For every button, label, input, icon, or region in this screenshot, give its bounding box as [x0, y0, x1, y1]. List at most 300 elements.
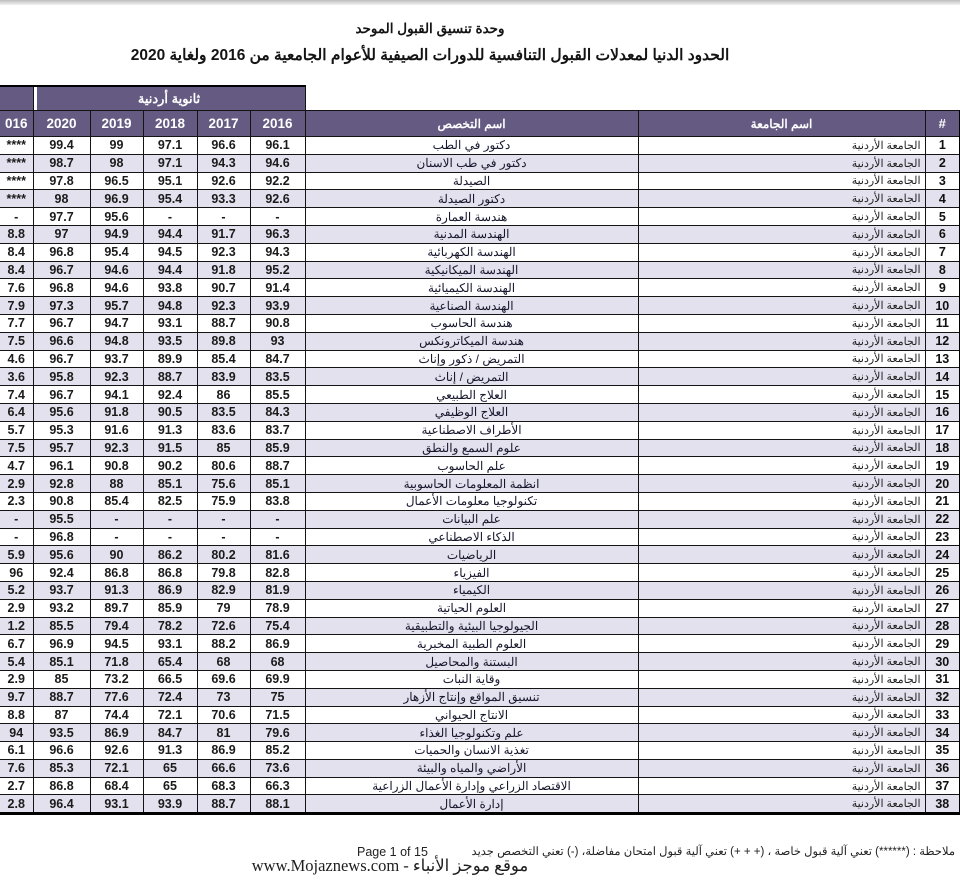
stub-grade-cell: 7.6: [0, 279, 33, 297]
watermark: موقع موجز الأنباء - www.Mojaznews.com: [251, 856, 529, 875]
table-row: [0, 190, 960, 208]
grade-2016-cell: 94.3: [250, 243, 305, 261]
stub-grade-cell: 8.4: [0, 261, 33, 279]
grade-2018-cell: 97.1: [143, 154, 197, 172]
row-index-cell: 10: [925, 297, 960, 315]
university-cell: الجامعة الأردنية: [638, 154, 925, 172]
university-cell: الجامعة الأردنية: [638, 368, 925, 386]
grade-2018-cell: 65: [143, 759, 197, 777]
specialty-cell: الانتاج الحيواني: [305, 706, 638, 724]
row-index-cell: 37: [925, 777, 960, 795]
stub-grade-cell: ****: [0, 172, 33, 190]
grade-2016-cell: 96.1: [250, 137, 305, 155]
grade-2020-cell: 93.5: [33, 724, 90, 742]
specialty-cell: هندسة الميكاترونكس: [305, 332, 638, 350]
grade-2020-cell: 97: [33, 225, 90, 243]
grade-2017-cell: 91.7: [197, 225, 250, 243]
grade-2016-cell: 93.9: [250, 297, 305, 315]
specialty-cell: العلاج الوظيفي: [305, 403, 638, 421]
stub-grade-cell: 4.6: [0, 350, 33, 368]
grade-2017-cell: 75.9: [197, 492, 250, 510]
stub-grade-cell: 6.7: [0, 635, 33, 653]
grade-2018-cell: 86.9: [143, 581, 197, 599]
page-subtitle: الحدود الدنيا لمعدلات القبول التنافسية للدورات الصيفية للأعوام الجامعية من 2016 ولغاية 2020: [130, 47, 730, 64]
grade-2018-cell: -: [143, 510, 197, 528]
table-row: [0, 386, 960, 404]
stub-grade-cell: 7.5: [0, 439, 33, 457]
table-row: [0, 475, 960, 493]
specialty-cell: هندسة الحاسوب: [305, 314, 638, 332]
grade-2016-cell: 69.9: [250, 670, 305, 688]
specialty-cell: الرياضيات: [305, 546, 638, 564]
university-cell: الجامعة الأردنية: [638, 546, 925, 564]
grade-2018-cell: 94.8: [143, 297, 197, 315]
stub-grade-cell: -: [0, 528, 33, 546]
col-header-2017: 2017: [197, 111, 250, 137]
table-row: [0, 332, 960, 350]
grade-2020-cell: 87: [33, 706, 90, 724]
grade-2017-cell: 70.6: [197, 706, 250, 724]
grade-2017-cell: 88.7: [197, 795, 250, 814]
grade-2018-cell: 82.5: [143, 492, 197, 510]
grade-2017-cell: 80.6: [197, 457, 250, 475]
grade-2016-cell: 90.8: [250, 314, 305, 332]
grade-2019-cell: 92.3: [90, 439, 143, 457]
table-row: [0, 421, 960, 439]
grade-2018-cell: 91.3: [143, 421, 197, 439]
specialty-cell: الهندسة الكهربائية: [305, 243, 638, 261]
row-index-cell: 9: [925, 279, 960, 297]
table-row: [0, 564, 960, 582]
grade-2019-cell: 77.6: [90, 688, 143, 706]
table-row: [0, 403, 960, 421]
scan-edge-artifact: [0, 0, 960, 5]
grade-2017-cell: 69.6: [197, 670, 250, 688]
grade-2016-cell: 75: [250, 688, 305, 706]
grade-2016-cell: 88.7: [250, 457, 305, 475]
grade-2016-cell: 79.6: [250, 724, 305, 742]
grade-2016-cell: 85.2: [250, 742, 305, 760]
grade-2017-cell: 83.9: [197, 368, 250, 386]
row-index-cell: 34: [925, 724, 960, 742]
grade-2017-cell: 85: [197, 439, 250, 457]
grade-2017-cell: 92.3: [197, 243, 250, 261]
grade-2017-cell: 94.3: [197, 154, 250, 172]
grade-2016-cell: -: [250, 528, 305, 546]
grade-2016-cell: 81.9: [250, 581, 305, 599]
grade-2019-cell: 92.3: [90, 368, 143, 386]
grade-2019-cell: 91.8: [90, 403, 143, 421]
grade-2020-cell: 97.7: [33, 208, 90, 226]
grade-2016-cell: 92.2: [250, 172, 305, 190]
grade-2017-cell: 79.8: [197, 564, 250, 582]
grade-2016-cell: 92.6: [250, 190, 305, 208]
grade-2020-cell: 96.8: [33, 243, 90, 261]
stub-grade-cell: 5.4: [0, 653, 33, 671]
band-stub-cut: [0, 86, 33, 111]
grade-2020-cell: 92.8: [33, 475, 90, 493]
specialty-cell: البستنة والمحاصيل: [305, 653, 638, 671]
specialty-cell: إدارة الأعمال: [305, 795, 638, 814]
row-index-cell: 4: [925, 190, 960, 208]
grade-2017-cell: 91.8: [197, 261, 250, 279]
grade-2019-cell: 94.6: [90, 279, 143, 297]
grade-2020-cell: 96.7: [33, 350, 90, 368]
stub-grade-cell: 8.4: [0, 243, 33, 261]
table-row: [0, 137, 960, 155]
grade-2019-cell: 94.7: [90, 314, 143, 332]
grade-2019-cell: 95.7: [90, 297, 143, 315]
grade-2019-cell: 93.7: [90, 350, 143, 368]
row-index-cell: 23: [925, 528, 960, 546]
grade-2020-cell: 85.1: [33, 653, 90, 671]
specialty-cell: الأطراف الاصطناعية: [305, 421, 638, 439]
row-index-cell: 25: [925, 564, 960, 582]
grade-2018-cell: 89.9: [143, 350, 197, 368]
table-row: [0, 653, 960, 671]
grade-2016-cell: 96.3: [250, 225, 305, 243]
page-number: Page 1 of 15: [357, 845, 428, 859]
grade-2020-cell: 99.4: [33, 137, 90, 155]
grade-2019-cell: 90: [90, 546, 143, 564]
grade-2018-cell: 85.1: [143, 475, 197, 493]
table-row: [0, 314, 960, 332]
stub-grade-cell: 5.2: [0, 581, 33, 599]
stub-grade-cell: 7.9: [0, 297, 33, 315]
table-row: [0, 439, 960, 457]
university-cell: الجامعة الأردنية: [638, 457, 925, 475]
grade-2016-cell: 95.2: [250, 261, 305, 279]
university-cell: الجامعة الأردنية: [638, 261, 925, 279]
specialty-cell: دكتور الصيدلة: [305, 190, 638, 208]
table-row: [0, 457, 960, 475]
table-row: [0, 742, 960, 760]
grade-2019-cell: -: [90, 510, 143, 528]
grade-2020-cell: 97.3: [33, 297, 90, 315]
grade-2016-cell: 82.8: [250, 564, 305, 582]
grade-2020-cell: 85.5: [33, 617, 90, 635]
grade-2020-cell: 96.6: [33, 332, 90, 350]
grade-2020-cell: 96.9: [33, 635, 90, 653]
stub-grade-cell: 7.5: [0, 332, 33, 350]
grade-2016-cell: 83.8: [250, 492, 305, 510]
university-cell: الجامعة الأردنية: [638, 635, 925, 653]
col-header-university: اسم الجامعة: [638, 111, 925, 137]
grade-2017-cell: 88.2: [197, 635, 250, 653]
grade-2020-cell: 96.6: [33, 742, 90, 760]
grade-2017-cell: -: [197, 528, 250, 546]
grade-2018-cell: -: [143, 528, 197, 546]
table-row: [0, 528, 960, 546]
stub-grade-cell: 2.8: [0, 795, 33, 814]
specialty-cell: تكنولوجيا معلومات الأعمال: [305, 492, 638, 510]
stub-grade-cell: 8.8: [0, 706, 33, 724]
university-cell: الجامعة الأردنية: [638, 492, 925, 510]
university-cell: الجامعة الأردنية: [638, 670, 925, 688]
row-index-cell: 28: [925, 617, 960, 635]
grade-2018-cell: 90.2: [143, 457, 197, 475]
grade-2016-cell: 93: [250, 332, 305, 350]
university-cell: الجامعة الأردنية: [638, 688, 925, 706]
row-index-cell: 19: [925, 457, 960, 475]
band-empty-space: [305, 86, 960, 111]
specialty-cell: الذكاء الاصطناعي: [305, 528, 638, 546]
row-index-cell: 16: [925, 403, 960, 421]
grade-2019-cell: 86.8: [90, 564, 143, 582]
stub-grade-cell: 2.9: [0, 670, 33, 688]
university-cell: الجامعة الأردنية: [638, 581, 925, 599]
table-row: [0, 706, 960, 724]
specialty-cell: علوم السمع والنطق: [305, 439, 638, 457]
specialty-cell: هندسة العمارة: [305, 208, 638, 226]
specialty-cell: علم وتكنولوجيا الغذاء: [305, 724, 638, 742]
specialty-cell: العلاج الطبيعي: [305, 386, 638, 404]
grade-2019-cell: 91.3: [90, 581, 143, 599]
row-index-cell: 14: [925, 368, 960, 386]
specialty-cell: الهندسة الكيميائية: [305, 279, 638, 297]
grade-2017-cell: 86.9: [197, 742, 250, 760]
stub-grade-cell: 9.7: [0, 688, 33, 706]
stub-grade-cell: 7.6: [0, 759, 33, 777]
grade-2019-cell: 72.1: [90, 759, 143, 777]
table-row: [0, 350, 960, 368]
stub-grade-cell: ****: [0, 154, 33, 172]
grade-2020-cell: 85.3: [33, 759, 90, 777]
university-cell: الجامعة الأردنية: [638, 279, 925, 297]
grade-2020-cell: 98.7: [33, 154, 90, 172]
stub-grade-cell: 1.2: [0, 617, 33, 635]
university-cell: الجامعة الأردنية: [638, 421, 925, 439]
grade-2016-cell: 68: [250, 653, 305, 671]
grade-2016-cell: 88.1: [250, 795, 305, 814]
row-index-cell: 27: [925, 599, 960, 617]
grade-2019-cell: 92.6: [90, 742, 143, 760]
table-row: [0, 261, 960, 279]
grade-2017-cell: 75.6: [197, 475, 250, 493]
grade-2016-cell: 91.4: [250, 279, 305, 297]
certificate-band-row: [0, 86, 960, 111]
col-header-2020: 2020: [33, 111, 90, 137]
grade-2016-cell: 73.6: [250, 759, 305, 777]
row-index-cell: 20: [925, 475, 960, 493]
grade-2019-cell: 98: [90, 154, 143, 172]
specialty-cell: تغذية الانسان والحميات: [305, 742, 638, 760]
grade-2016-cell: 85.9: [250, 439, 305, 457]
university-cell: الجامعة الأردنية: [638, 795, 925, 814]
grade-2020-cell: 96.1: [33, 457, 90, 475]
specialty-cell: التمريض / إناث: [305, 368, 638, 386]
grade-2020-cell: 96.7: [33, 261, 90, 279]
table-row: [0, 368, 960, 386]
specialty-cell: الصيدلة: [305, 172, 638, 190]
grade-2019-cell: 99: [90, 137, 143, 155]
specialty-cell: علم الحاسوب: [305, 457, 638, 475]
grade-2017-cell: 90.7: [197, 279, 250, 297]
row-index-cell: 35: [925, 742, 960, 760]
row-index-cell: 31: [925, 670, 960, 688]
university-cell: الجامعة الأردنية: [638, 439, 925, 457]
grade-2018-cell: 94.5: [143, 243, 197, 261]
grade-2016-cell: 94.6: [250, 154, 305, 172]
grade-2020-cell: 98: [33, 190, 90, 208]
grade-2018-cell: 85.9: [143, 599, 197, 617]
grade-2020-cell: 88.7: [33, 688, 90, 706]
specialty-cell: الهندسة الصناعية: [305, 297, 638, 315]
table-row: [0, 759, 960, 777]
grade-2018-cell: 88.7: [143, 368, 197, 386]
stub-grade-cell: 5.9: [0, 546, 33, 564]
row-index-cell: 30: [925, 653, 960, 671]
grade-2018-cell: 92.4: [143, 386, 197, 404]
grade-2018-cell: 91.5: [143, 439, 197, 457]
grade-2017-cell: 66.6: [197, 759, 250, 777]
row-index-cell: 11: [925, 314, 960, 332]
grade-2020-cell: 90.8: [33, 492, 90, 510]
grade-2016-cell: 83.7: [250, 421, 305, 439]
grade-2018-cell: 66.5: [143, 670, 197, 688]
grade-2017-cell: 83.5: [197, 403, 250, 421]
grade-2020-cell: 85: [33, 670, 90, 688]
grade-2019-cell: 94.6: [90, 261, 143, 279]
specialty-cell: دكتور في طب الاسنان: [305, 154, 638, 172]
specialty-cell: التمريض / ذكور وإناث: [305, 350, 638, 368]
grade-2017-cell: 72.6: [197, 617, 250, 635]
row-index-cell: 18: [925, 439, 960, 457]
grade-2016-cell: 84.3: [250, 403, 305, 421]
stub-grade-cell: -: [0, 208, 33, 226]
university-cell: الجامعة الأردنية: [638, 297, 925, 315]
table-row: [0, 279, 960, 297]
grade-2020-cell: 93.2: [33, 599, 90, 617]
specialty-cell: علم البيانات: [305, 510, 638, 528]
specialty-cell: دكتور في الطب: [305, 137, 638, 155]
stub-grade-cell: 4.7: [0, 457, 33, 475]
row-index-cell: 5: [925, 208, 960, 226]
row-index-cell: 24: [925, 546, 960, 564]
row-index-cell: 17: [925, 421, 960, 439]
row-index-cell: 13: [925, 350, 960, 368]
col-header-index: #: [925, 111, 960, 137]
grade-2019-cell: 89.7: [90, 599, 143, 617]
grade-2016-cell: 83.5: [250, 368, 305, 386]
table-row: [0, 599, 960, 617]
specialty-cell: تنسيق المواقع وإنتاج الأزهار: [305, 688, 638, 706]
grade-2019-cell: 85.4: [90, 492, 143, 510]
grade-2018-cell: 78.2: [143, 617, 197, 635]
grade-2019-cell: 94.9: [90, 225, 143, 243]
grade-2019-cell: 90.8: [90, 457, 143, 475]
grade-2017-cell: 83.6: [197, 421, 250, 439]
grade-2018-cell: 86.2: [143, 546, 197, 564]
university-cell: الجامعة الأردنية: [638, 386, 925, 404]
table-row: [0, 617, 960, 635]
grade-2018-cell: 95.4: [143, 190, 197, 208]
grade-2020-cell: 95.8: [33, 368, 90, 386]
admissions-table: [0, 85, 960, 815]
col-header-2018: 2018: [143, 111, 197, 137]
grade-2020-cell: 86.8: [33, 777, 90, 795]
university-cell: الجامعة الأردنية: [638, 653, 925, 671]
grade-2019-cell: 73.2: [90, 670, 143, 688]
page-title: وحدة تنسيق القبول الموحد: [355, 21, 505, 36]
grade-2017-cell: 68: [197, 653, 250, 671]
row-index-cell: 22: [925, 510, 960, 528]
grade-2018-cell: 93.5: [143, 332, 197, 350]
specialty-cell: الفيزياء: [305, 564, 638, 582]
university-cell: الجامعة الأردنية: [638, 742, 925, 760]
stub-grade-cell: 94: [0, 724, 33, 742]
university-cell: الجامعة الأردنية: [638, 528, 925, 546]
specialty-cell: العلوم الطبية المخبرية: [305, 635, 638, 653]
grade-2018-cell: 86.8: [143, 564, 197, 582]
table-row: [0, 208, 960, 226]
table-row: [0, 635, 960, 653]
grade-2019-cell: 88: [90, 475, 143, 493]
row-index-cell: 3: [925, 172, 960, 190]
grade-2020-cell: 96.7: [33, 386, 90, 404]
university-cell: الجامعة الأردنية: [638, 243, 925, 261]
stub-grade-cell: 6.4: [0, 403, 33, 421]
grade-2018-cell: 72.1: [143, 706, 197, 724]
row-index-cell: 15: [925, 386, 960, 404]
specialty-cell: انظمة المعلومات الحاسوبية: [305, 475, 638, 493]
grade-2018-cell: 94.4: [143, 225, 197, 243]
university-cell: الجامعة الأردنية: [638, 403, 925, 421]
stub-grade-cell: 5.7: [0, 421, 33, 439]
grade-2017-cell: 82.9: [197, 581, 250, 599]
row-index-cell: 29: [925, 635, 960, 653]
table-row: [0, 724, 960, 742]
row-index-cell: 6: [925, 225, 960, 243]
stub-grade-cell: 2.9: [0, 475, 33, 493]
grade-2017-cell: 92.6: [197, 172, 250, 190]
grade-2017-cell: 96.6: [197, 137, 250, 155]
col-header-2016: 2016: [250, 111, 305, 137]
stub-grade-cell: 2.3: [0, 492, 33, 510]
grade-2017-cell: 85.4: [197, 350, 250, 368]
column-header-row: [0, 111, 960, 137]
table-row: [0, 225, 960, 243]
grade-2017-cell: 80.2: [197, 546, 250, 564]
col-header-specialty: اسم التخصص: [305, 111, 638, 137]
table-row: [0, 297, 960, 315]
grade-2018-cell: 90.5: [143, 403, 197, 421]
row-index-cell: 33: [925, 706, 960, 724]
table-row: [0, 154, 960, 172]
grade-2018-cell: 93.9: [143, 795, 197, 814]
specialty-cell: الأراضي والمياه والبيئة: [305, 759, 638, 777]
row-index-cell: 38: [925, 795, 960, 814]
stub-grade-cell: 7.7: [0, 314, 33, 332]
grade-2016-cell: 66.3: [250, 777, 305, 795]
table-row: [0, 581, 960, 599]
university-cell: الجامعة الأردنية: [638, 564, 925, 582]
row-index-cell: 1: [925, 137, 960, 155]
grade-2016-cell: -: [250, 510, 305, 528]
university-cell: الجامعة الأردنية: [638, 350, 925, 368]
grade-2020-cell: 97.8: [33, 172, 90, 190]
certificate-band-label: ثانوية أردنية: [33, 86, 305, 111]
grade-2017-cell: 68.3: [197, 777, 250, 795]
grade-2018-cell: 91.3: [143, 742, 197, 760]
specialty-cell: الجيولوجيا البيئية والتطبيقية: [305, 617, 638, 635]
university-cell: الجامعة الأردنية: [638, 172, 925, 190]
table-row: [0, 795, 960, 814]
table-row: [0, 172, 960, 190]
grade-2019-cell: 86.9: [90, 724, 143, 742]
specialty-cell: العلوم الحياتية: [305, 599, 638, 617]
grade-2020-cell: 96.8: [33, 279, 90, 297]
